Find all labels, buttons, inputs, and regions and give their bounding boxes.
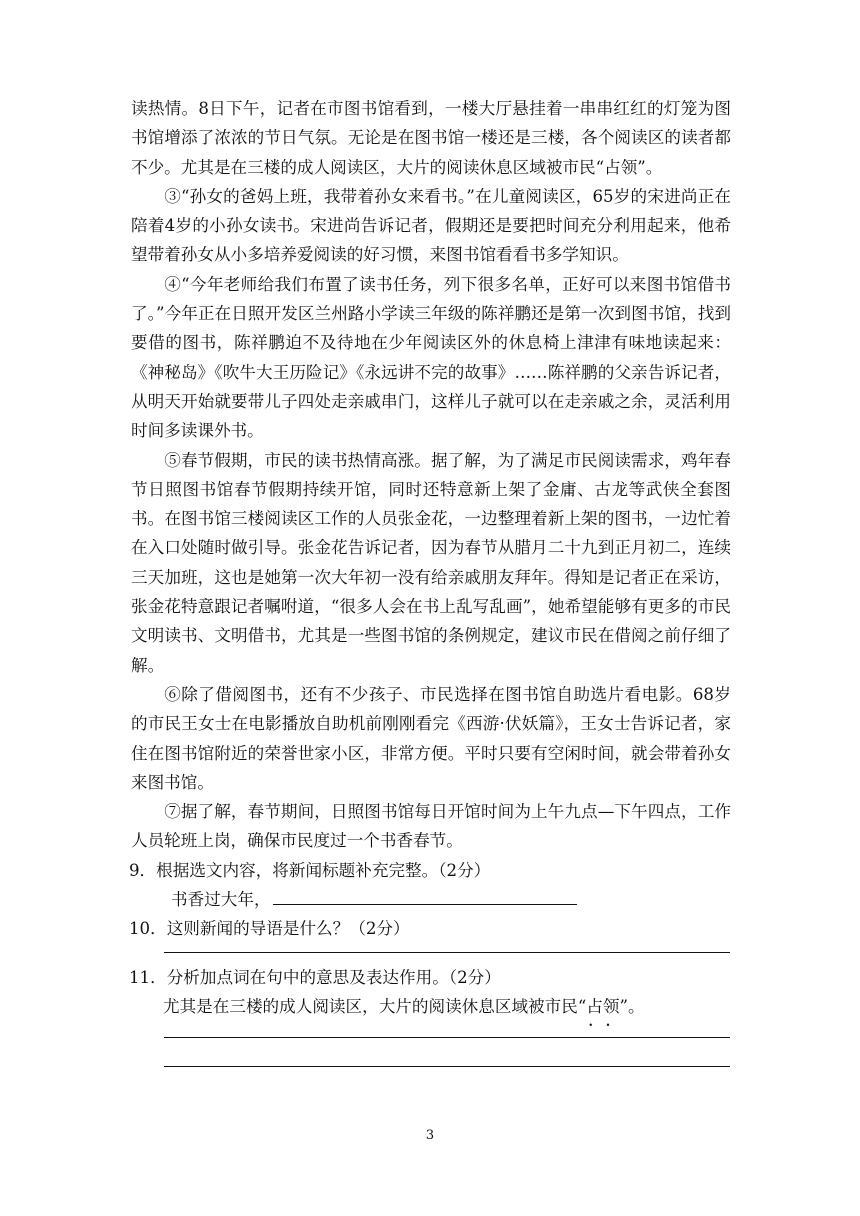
paragraph-3: ③“孙女的爸妈上班，我带着孙女来看书。”在儿童阅读区，65岁的宋进尚正在陪着4岁的小孙女读书。宋进尚告诉记者，假期还是要把时间充分利用起来，他希望带着孙女从小多培养爱阅读的好习惯，来图书馆看看书多学知识。 <box>131 186 731 265</box>
question-11-sentence-after: ”。 <box>619 996 645 1016</box>
question-11-sentence <box>163 992 731 1021</box>
question-9-answer-row <box>171 885 731 914</box>
dotted-word: 占领 • • <box>586 992 619 1021</box>
question-11-sentence-before: 尤其是在三楼的成人阅读区，大片的阅读休息区域被市民“ <box>163 996 587 1016</box>
question-9: 9．根据选文内容，将新闻标题补充完整。（2分） <box>129 860 491 880</box>
paragraph-7: ⑦据了解，春节期间，日照图书馆每日开馆时间为上午九点—下午四点，工作人员轮班上岗，确保市民度过一个书香春节。 <box>131 802 731 851</box>
page-number: 3 <box>425 1128 435 1143</box>
question-9-prompt: 书香过大年， <box>171 890 271 910</box>
paragraph-4: ④“今年老师给我们布置了读书任务，列下很多名单，正好可以来图书馆借书了。”今年正在日照开发区兰州路小学读三年级的陈祥鹏还是第一次到图书馆，找到要借的图书，陈祥鹏迫不及待地在少年阅读区外的休息椅上津津有味地读起来：《神秘岛》《吹牛大王历险记》《永远讲不完的故事》……陈祥鹏的父亲告诉记者，从明天开始就要带儿子四处走亲戚串门，这样儿子就可以在走亲戚之余，灵活利用时间多读课外书。 <box>131 274 731 441</box>
question-11: 11．分析加点词在句中的意思及表达作用。（2分） <box>129 967 501 987</box>
article-body <box>131 94 731 1067</box>
question-11-answer-line-2[interactable] <box>164 1066 730 1067</box>
paragraph-5: ⑤春节假期，市民的读书热情高涨。据了解，为了满足市民阅读需求，鸡年春节日照图书馆春节假期持续开馆，同时还特意新上架了金庸、古龙等武侠全套图书。在图书馆三楼阅读区工作的人员张金花，一边整理着新上架的图书，一边忙着在入口处随时做引导。张金花告诉记者，因为春节从腊月二十九到正月初二，连续三天加班，这也是她第一次大年初一没有给亲戚朋友拜年。得知是记者正在采访，张金花特意跟记者嘱咐道，“很多人会在书上乱写乱画”，她希望能够有更多的市民文明读书、文明借书，尤其是一些图书馆的条例规定，建议市民在借阅之前仔细了解。 <box>131 450 731 675</box>
question-9-answer-line[interactable] <box>273 886 577 905</box>
paragraph-6: ⑥除了借阅图书，还有不少孩子、市民选择在图书馆自助选片看电影。68岁的市民王女士在电影播放自助机前刚刚看完《西游·伏妖篇》，王女士告诉记者，家住在图书馆附近的荣誉世家小区，非常方便。平时只要有空闲时间，就会带着孙女来图书馆。 <box>131 684 731 792</box>
question-10: 10．这则新闻的导语是什么？（2分） <box>129 919 410 939</box>
paragraph-continued: 读热情。8日下午，记者在市图书馆看到，一楼大厅悬挂着一串串红红的灯笼为图书馆增添了浓浓的节日气氛。无论是在图书馆一楼还是三楼，各个阅读区的读者都不少。尤其是在三楼的成人阅读区，大片的阅读休息区域被市民“占领”。 <box>131 99 731 177</box>
